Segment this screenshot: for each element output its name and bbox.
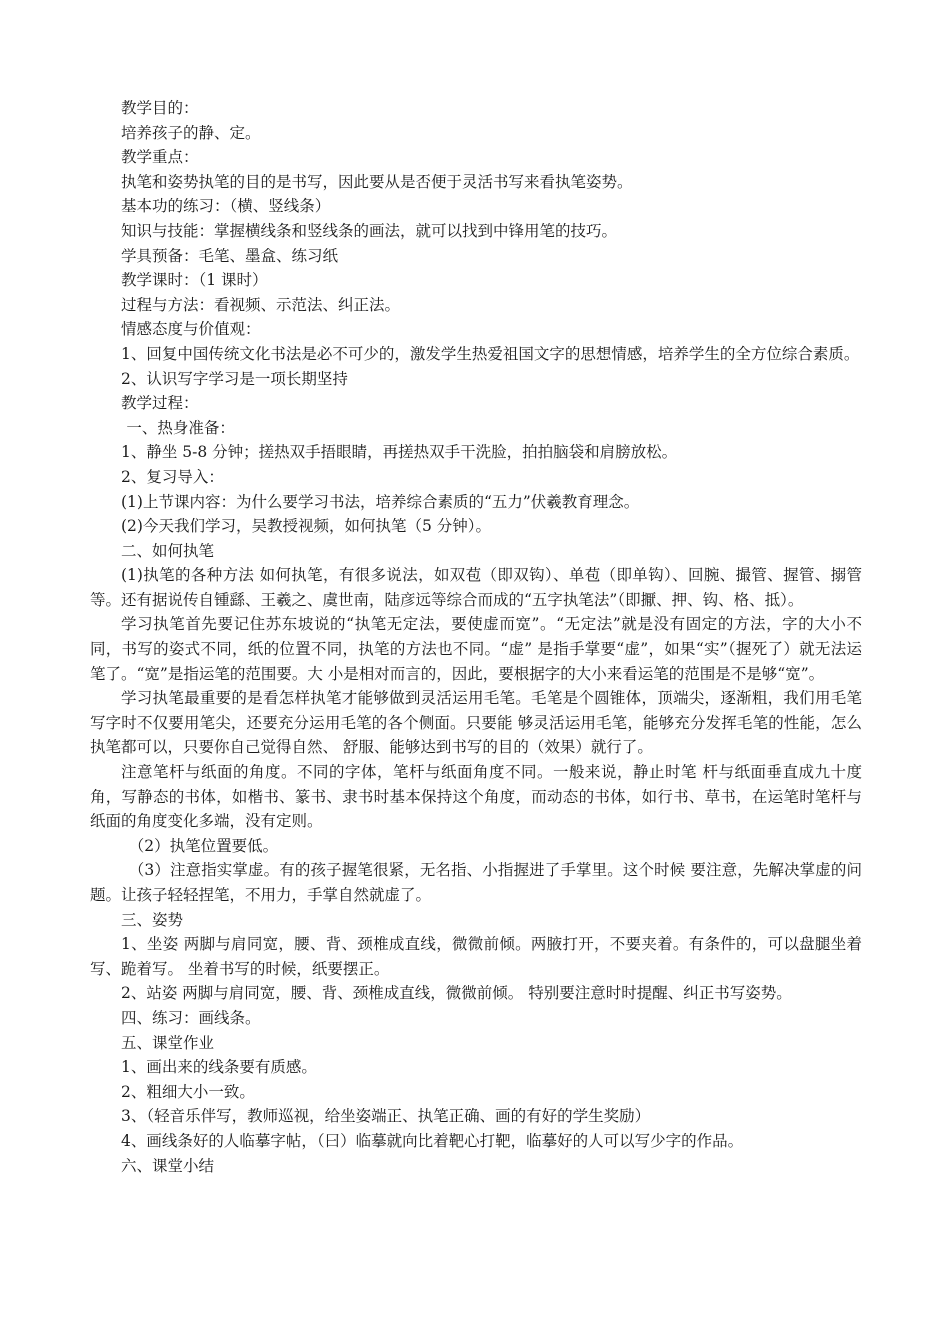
doc-paragraph: 学习执笔首先要记住苏东坡说的“执笔无定法，要使虚而宽”。“无定法”就是没有固定的方法，字的大小不同，书写的姿式不同，纸的位置不同，执笔的方法也不同。“虚” 是指手掌要“虚”，如果“实”（握死了）就无法运笔了。“宽”是指运笔的范围要。大 小是相对而言的，因此，要根据字的大小来看运笔的范围是不是够“宽”。 (90, 615, 862, 683)
doc-line: 过程与方法：看视频、示范法、纠正法。 (121, 295, 401, 314)
doc-line: 知识与技能：掌握横线条和竖线条的画法，就可以找到中锋用笔的技巧。 (121, 221, 618, 240)
doc-line: 基本功的练习：（横、竖线条） (121, 197, 331, 216)
doc-line: 教学过程： (121, 394, 199, 413)
doc-line: 2、粗细大小一致。 (121, 1082, 255, 1101)
section-heading: 二、如何执笔 (121, 541, 215, 560)
doc-line: （2）执笔位置要低。 (128, 836, 279, 855)
doc-line: 2、认识写字学习是一项长期坚持 (121, 369, 348, 388)
doc-line: 学具预备：毛笔、墨盒、练习纸 (121, 246, 339, 265)
doc-line: 1、静坐 5-8 分钟；搓热双手捂眼睛，再搓热双手干洗脸，拍拍脑袋和肩膀放松。 (121, 443, 678, 462)
doc-paragraph: 学习执笔最重要的是看怎样执笔才能够做到灵活运用毛笔。毛笔是个圆锥体，顶端尖，逐渐粗，我们用毛笔写字时不仅要用笔尖，还要充分运用毛笔的各个侧面。只要能 够灵活运用毛笔，能够充分发挥毛笔的性能，怎么执笔都可以，只要你自己觉得自然、 舒服、能够达到书写的目的（效果）就行了。 (90, 689, 862, 757)
document-page (90, 96, 862, 1178)
doc-line: 执笔和姿势执笔的目的是书写，因此要从是否便于灵活书写来看执笔姿势。 (121, 172, 633, 191)
section-heading: 四、练习：画线条。 (121, 1008, 261, 1027)
doc-line: 4、画线条好的人临摹字帖，（曰）临摹就向比着靶心打靶，临摹好的人可以写少字的作品。 (121, 1131, 744, 1150)
section-heading: 一、热身准备： (126, 418, 235, 437)
doc-paragraph: 注意笔杆与纸面的角度。不同的字体，笔杆与纸面角度不同。一般来说，静止时笔 杆与纸面垂直成九十度角，写静态的书体，如楷书、篆书、隶书时基本保持这个角度，而动态的书体，如行书、草书，在运笔时笔杆与纸面的角度变化多端，没有定则。 (90, 763, 862, 831)
doc-line: 培养孩子的静、定。 (121, 123, 261, 142)
doc-line: (2)今天我们学习，吴教授视频，如何执笔（5 分钟）。 (121, 517, 491, 536)
doc-line: 教学重点： (121, 148, 199, 167)
section-heading: 三、姿势 (121, 910, 184, 929)
doc-line: 3、（轻音乐伴写，教师巡视，给坐姿端正、执笔正确、画的有好的学生奖励） (121, 1107, 651, 1126)
doc-paragraph: （3）注意指实掌虚。有的孩子握笔很紧，无名指、小指握进了手掌里。这个时候 要注意，先解决掌虚的问题。让孩子轻轻捏笔，不用力，手掌自然就虚了。 (90, 861, 862, 904)
doc-line: 1、画出来的线条要有质感。 (121, 1058, 317, 1077)
doc-line: 教学目的： (121, 99, 199, 117)
doc-line: 情感态度与价值观： (121, 320, 261, 339)
section-heading: 六、课堂小结 (121, 1156, 215, 1175)
doc-paragraph: 1、坐姿 两脚与肩同宽，腰、背、颈椎成直线，微微前倾。两腋打开，不要夹着。有条件的，可以盘腿坐着写、跪着写。 坐着书写的时候，纸要摆正。 (90, 935, 862, 978)
doc-paragraph: 1、回复中国传统文化书法是必不可少的，激发学生热爱祖国文字的思想情感，培养学生的全方位综合素质。 (121, 344, 860, 363)
doc-line: (1)上节课内容：为什么要学习书法，培养综合素质的“五力”伏羲教育理念。 (121, 492, 640, 511)
doc-line: 2、站姿 两脚与肩同宽，腰、背、颈椎成直线，微微前倾。 特别要注意时时提醒、纠正书写姿势。 (121, 984, 792, 1003)
doc-line: 教学课时：（1 课时） (121, 271, 268, 290)
doc-line: 2、复习导入： (121, 467, 224, 486)
doc-paragraph: (1)执笔的各种方法 如何执笔，有很多说法，如双苞（即双钩）、单苞（即单钩）、回腕、撮管、握管、搦管等。还有据说传自锺繇、王羲之、虞世南，陆彦远等综合而成的“五字执笔法”（即擫、押、钩、格、抵）。 (90, 566, 862, 609)
section-heading: 五、课堂作业 (121, 1033, 215, 1052)
